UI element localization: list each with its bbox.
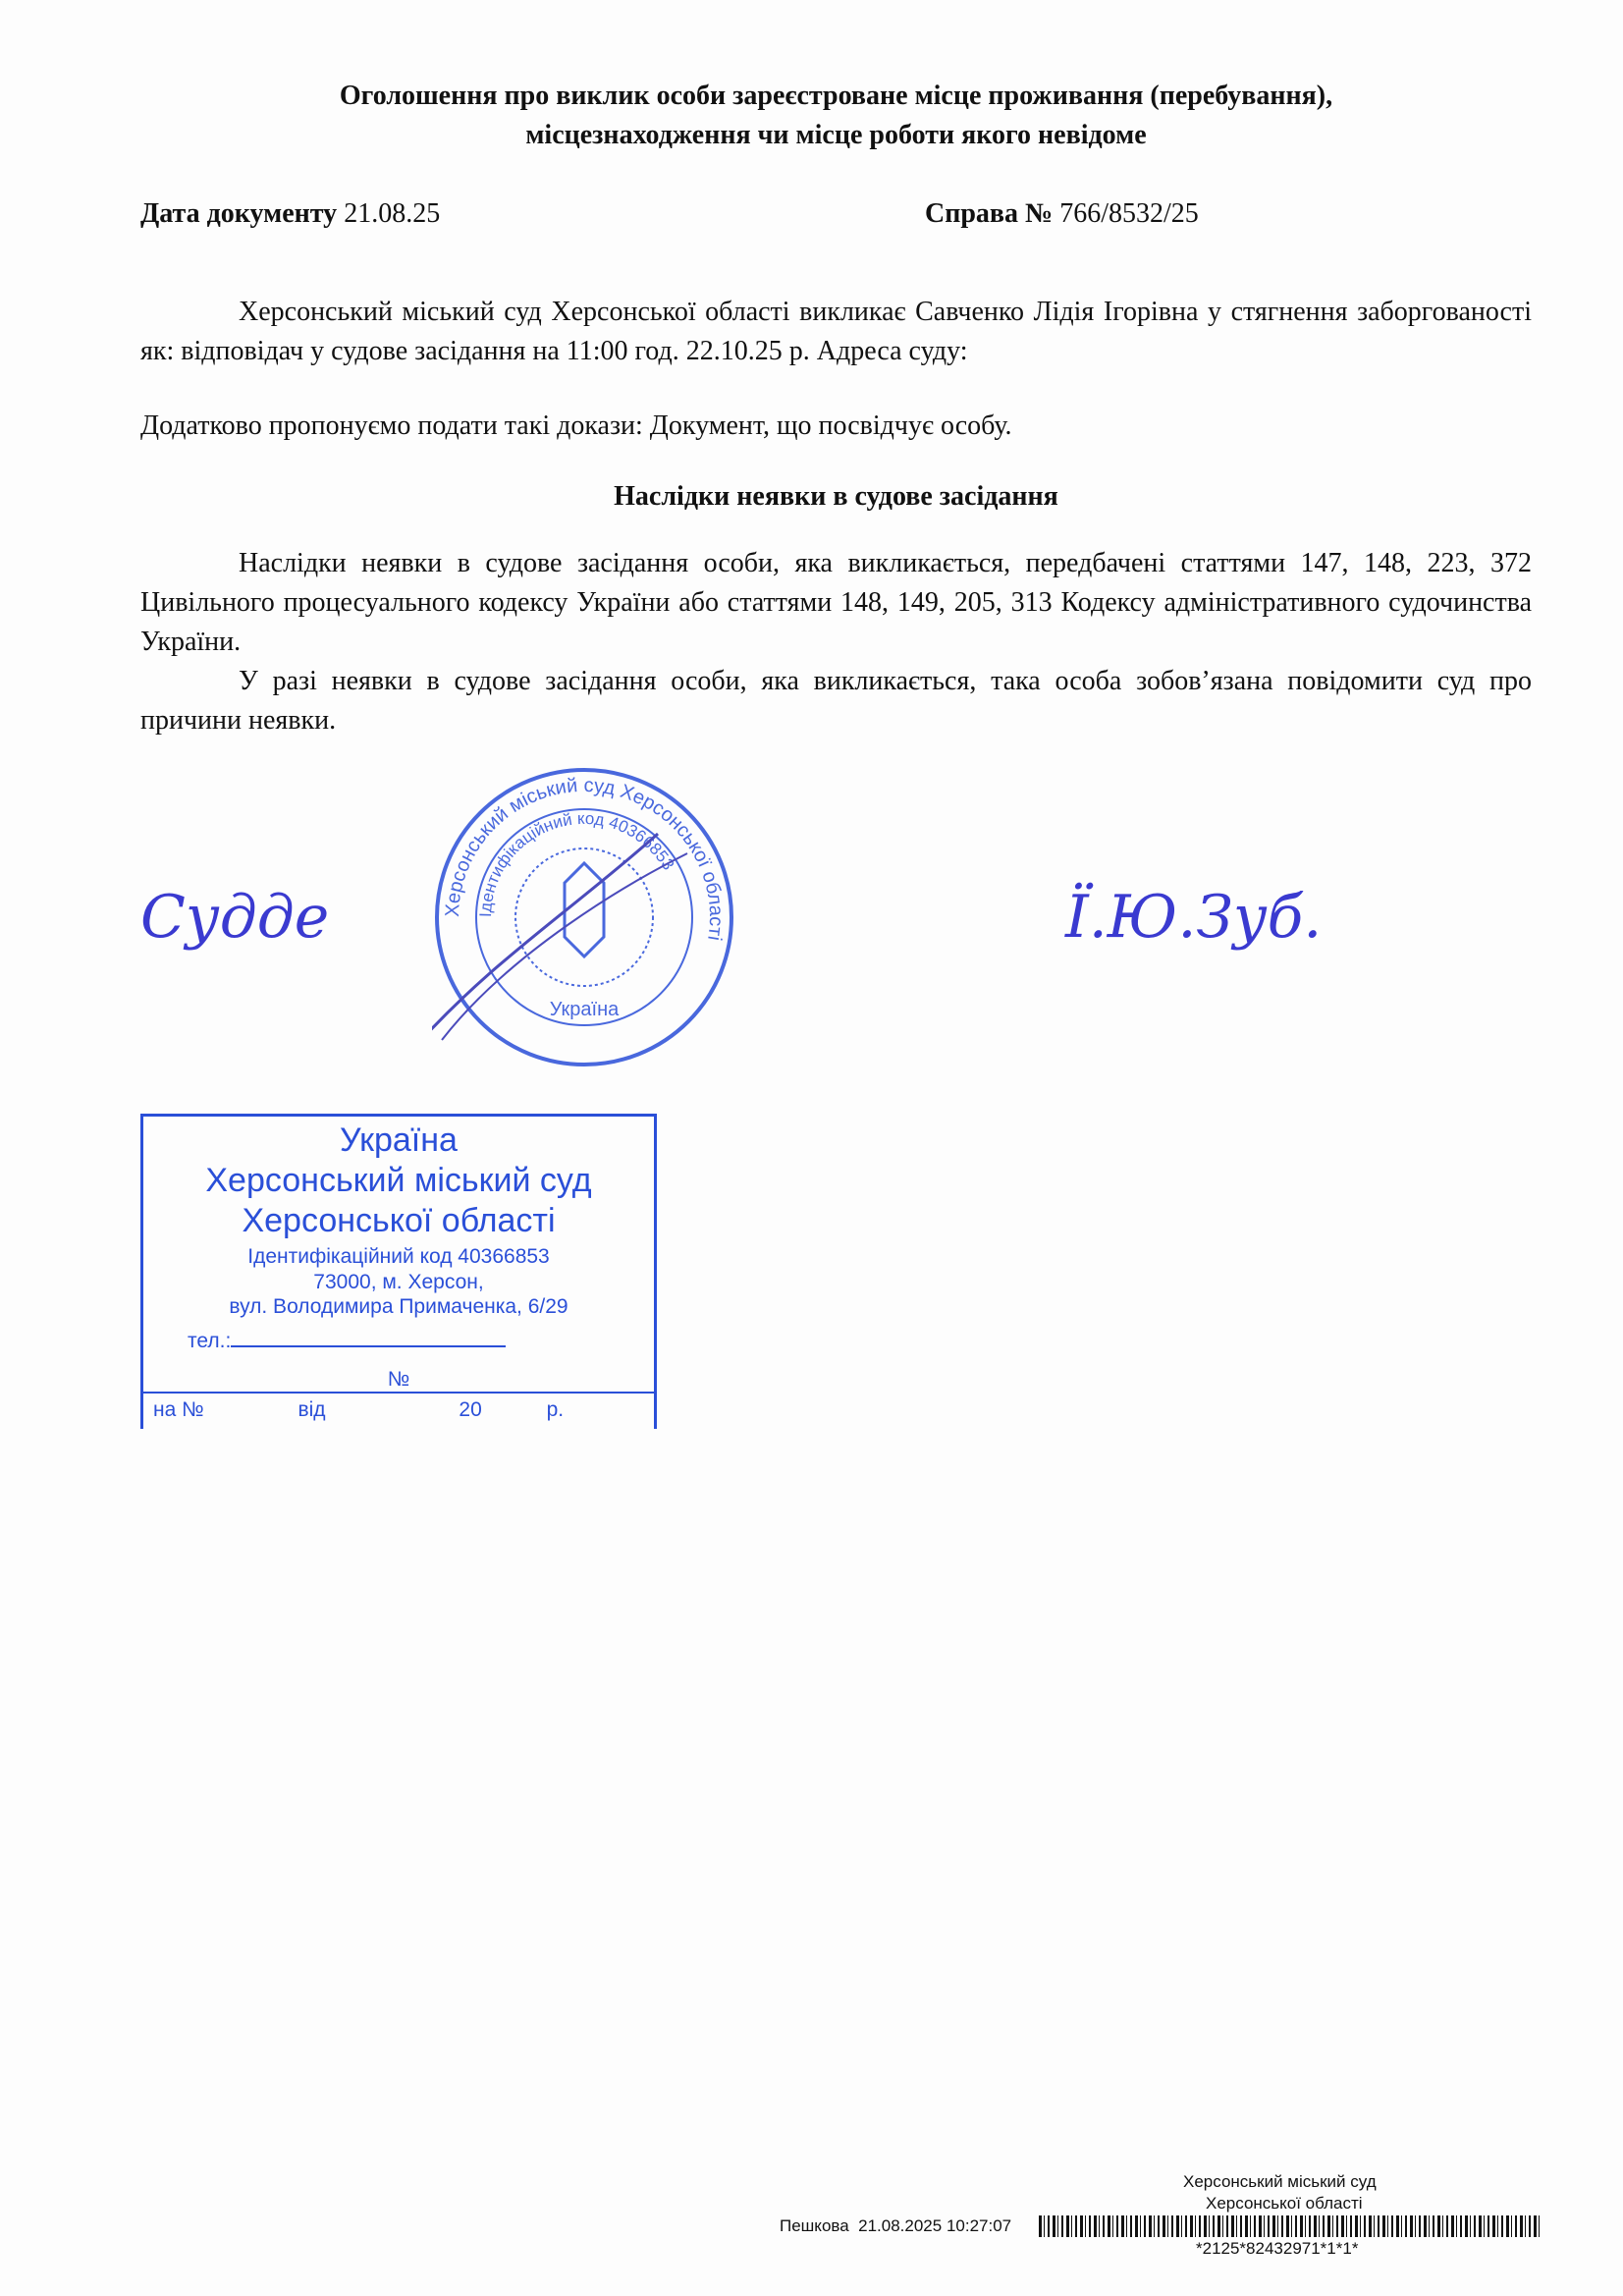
document-title — [140, 77, 1532, 155]
date-label: Дата документу — [140, 198, 338, 229]
case-number-value: 766/8532/25 — [1059, 198, 1199, 229]
date-value: 21.08.25 — [344, 198, 441, 229]
stamp-line: на № — [153, 1398, 204, 1422]
consequences-paragraph: Наслідки неявки в судове засідання особи, яка викликається, передбачені статтями 147, 148, 223, 372 Цивільного процесуального кодексу України або статтями 148, 149, 205, 313 Кодексу адміністративного судочинства України. — [140, 548, 1532, 657]
signature-right: Ї.Ю.Зуб. — [1065, 883, 1323, 952]
stamp-line: 73000, м. Херсон, — [313, 1270, 484, 1293]
footer-operator-timestamp: Пешкова 21.08.2025 10:27:07 — [780, 2216, 1012, 2235]
seal-bottom-text: Україна — [549, 999, 620, 1020]
barcode — [1039, 2215, 1540, 2237]
court-stamp — [140, 1114, 657, 1429]
summons-paragraph: Херсонський міський суд Херсонської області викликає Савченко Лідія Ігорівна у стягнення заборгованості як: відповідач у судове засідання на 11:00 год. 22.10.25 р. Адреса суду: — [140, 297, 1532, 366]
stamp-line: вул. Володимира Примаченка, 6/29 — [229, 1294, 568, 1318]
stamp-line: Херсонський міський суд — [205, 1161, 592, 1199]
footer-court-line2: Херсонської області — [1206, 2194, 1363, 2213]
case-label: Справа № — [925, 198, 1054, 229]
case-number — [925, 194, 1199, 234]
trident-icon — [565, 863, 604, 957]
notice-paragraph: У разі неявки в судове засідання особи, яка викликається, така особа зобов’язана повідомити суд про причини неявки. — [140, 666, 1532, 736]
stamp-line: р. — [546, 1398, 565, 1422]
signature-left: Судде — [140, 883, 330, 952]
evidence-paragraph: Додатково пропонуємо подати такі докази: Документ, що посвідчує особу. — [140, 410, 1012, 441]
document-body — [140, 77, 1532, 1429]
seal-outer-text: Херсонський міський суд Херсонської області — [441, 774, 728, 943]
stamp-line: Херсонської області — [242, 1201, 556, 1239]
section-heading: Наслідки неявки в судове засідання — [614, 481, 1058, 512]
stamp-line: від — [298, 1398, 326, 1422]
seal-inner-text: Ідентифікаційний код 40366853 — [475, 808, 678, 918]
title-line-1: Оголошення про виклик особи зареєстроване місце проживання (перебування), — [339, 81, 1333, 111]
barcode-text: *2125*82432971*1*1* — [1196, 2239, 1359, 2258]
court-seal — [432, 765, 736, 1069]
footer-court-line1: Херсонський міський суд — [1183, 2172, 1377, 2191]
stamp-line: Ідентифікаційний код 40366853 — [247, 1245, 550, 1269]
document-date — [140, 194, 925, 234]
stamp-line: 20 — [459, 1398, 482, 1422]
date-case-row — [140, 194, 1532, 234]
title-line-2: місцезнаходження чи місце роботи якого невідоме — [525, 120, 1147, 150]
stamp-line: Україна — [340, 1121, 458, 1159]
signature-row — [140, 760, 1532, 1074]
seal-center-ring — [515, 848, 653, 986]
stamp-phone-label: тел.: — [188, 1329, 232, 1352]
stamp-line: № — [387, 1368, 410, 1392]
